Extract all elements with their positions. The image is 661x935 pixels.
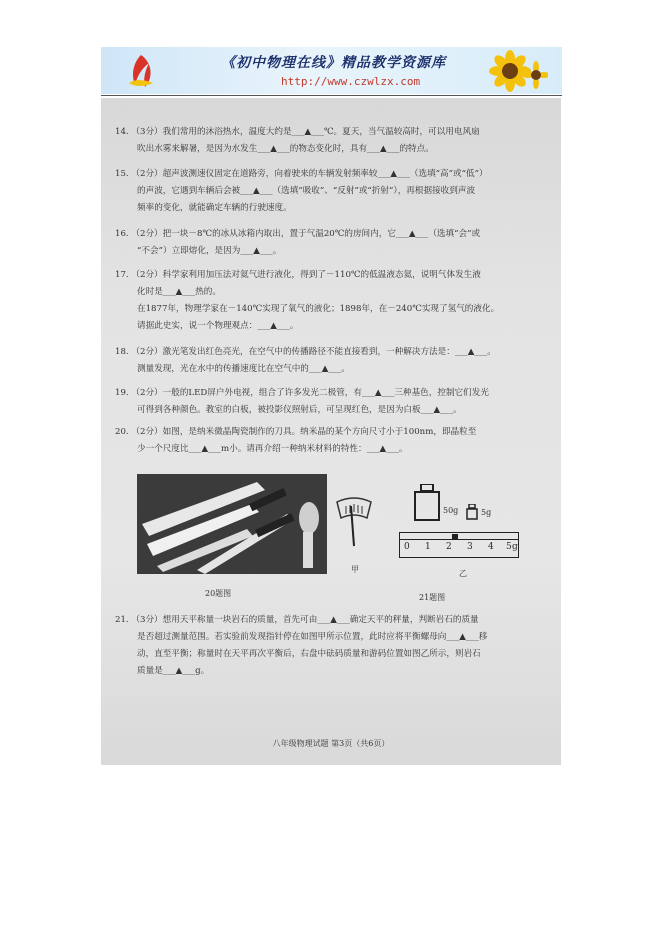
banner-title: 《初中物理在线》精品教学资源库 (221, 55, 446, 71)
question-line: 21. （3分）想用天平称量一块岩石的质量，首先可由___▲___确定天平的秤量，判断岩石的质量 (115, 615, 479, 625)
banner-divider (101, 95, 562, 96)
question-line: 16. （2分）把一块－8℃的冰从冰箱内取出，置于气温20℃的房间内，它___▲___（选填“会”或 (115, 229, 481, 239)
question-line: 吹出水雾来解暑，是因为水发生___▲___的物态变化时，具有___▲___的特点。 (137, 144, 434, 154)
question-line: 在1877年，物理学家在－140℃实现了氧气的液化；1898年，在－240℃实现了氢气的液化。 (137, 304, 500, 314)
question-line: 19. （2分）一般的LED屏户外电视，组合了许多发光二极管，有___▲___三种基色，控制它们发光 (115, 388, 489, 398)
rider-icon (452, 534, 458, 539)
weight-50g-icon (409, 484, 445, 522)
scale-tick-label: 2 (446, 542, 452, 552)
header-banner (101, 47, 562, 94)
figure-21-caption: 21题图 (419, 593, 446, 602)
question-line: 测量发现，光在水中的传播速度比在空气中的___▲___。 (137, 364, 350, 374)
scale-tick-label: 3 (467, 542, 473, 552)
question-line: 质量是___▲___g。 (137, 666, 210, 676)
banner-url[interactable]: http://www.czwlzx.com (281, 75, 421, 88)
figure-21-jia-label: 甲 (351, 565, 359, 574)
figure-21-yi-label: 乙 (459, 569, 467, 578)
exam-page-photo (101, 98, 561, 765)
sunflower-icon (488, 49, 548, 93)
balance-pointer-diagram (333, 494, 375, 550)
figure-20-caption: 20题图 (205, 589, 232, 598)
scale-unit: g (512, 542, 518, 552)
question-line: 请据此史实，说一个物理观点：___▲___。 (137, 321, 299, 331)
question-line: 的声波，它遇到车辆后会被___▲___（选填“吸收”、“反射”或“折射”），再根据接收到声波 (137, 186, 476, 196)
weight-5g-label: 5g (481, 508, 492, 517)
question-18 (115, 344, 551, 378)
question-line: 14. （3分）我们常用的沐浴热水，温度大约是___▲___℃。夏天，当气温较高时，可以用电风扇 (115, 127, 480, 137)
question-20 (115, 424, 551, 458)
question-line: 化时是___▲___热的。 (137, 287, 221, 297)
weight-5g-icon (465, 504, 479, 520)
page-footer: 八年级物理试题 第3页（共6页） (272, 739, 390, 748)
question-14 (115, 124, 551, 158)
site-logo-icon (123, 53, 159, 89)
question-17 (115, 267, 551, 335)
scale-tick-label: 5 (506, 542, 512, 552)
weight-50g-label: 50g (443, 506, 459, 515)
ceramic-knives-image (137, 474, 327, 574)
question-line: 18. （2分）激光笔发出红色亮光，在空气中的传播路径不能直接看到，一种解决方法是：___▲___。 (115, 347, 496, 357)
rider-scale (399, 532, 519, 558)
scale-baseline (400, 539, 518, 540)
question-15 (115, 166, 551, 217)
scale-tick-label: 1 (425, 542, 431, 552)
question-19 (115, 385, 551, 419)
question-line: 15. （2分）超声波测速仪固定在道路旁，向着驶来的车辆发射频率较___▲___（选填“高”或“低”） (115, 169, 488, 179)
question-line: 17. （2分）科学家利用加压法对氦气进行液化，得到了－110℃的低温液态氦，说明气体发生液 (115, 270, 481, 280)
question-16 (115, 226, 551, 260)
scale-tick-label: 0 (404, 542, 410, 552)
question-line: 动，直至平衡；称量时在天平再次平衡后，右盘中砝码质量和游码位置如图乙所示，则岩石 (137, 649, 481, 659)
question-line: 少一个尺度比___▲___m小。请再介绍一种纳米材料的特性：___▲___。 (137, 444, 408, 454)
question-line: 是否超过测量范围。若实验前发现指针停在如图甲所示位置，此时应将平衡螺母向___▲___移 (137, 632, 488, 642)
question-21 (115, 612, 551, 680)
question-line: 可得到各种颜色。教室的白板，被投影仪照射后，可呈现红色，是因为白板___▲___。 (137, 405, 462, 415)
question-line: 20. （2分）如图，是纳米微晶陶瓷制作的刀具。纳米晶的某个方向尺寸小于100nm，即晶粒至 (115, 427, 477, 437)
question-line: “不会”）立即熔化，是因为___▲___。 (137, 246, 282, 256)
question-line: 频率的变化，就能确定车辆的行驶速度。 (137, 203, 292, 213)
scale-tick-label: 4 (488, 542, 494, 552)
